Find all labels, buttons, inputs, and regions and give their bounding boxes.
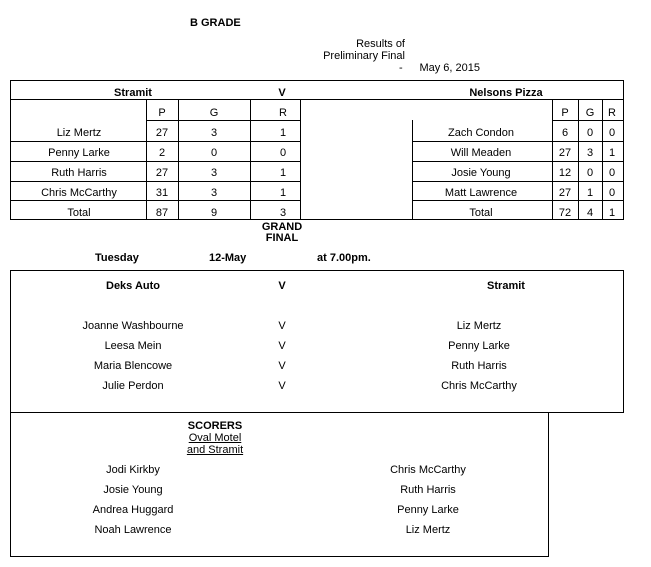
total-label: Total <box>469 207 493 219</box>
player-p: 6 <box>561 127 569 139</box>
player-r: 1 <box>608 147 616 159</box>
scorer-right: Chris McCarthy <box>390 464 466 476</box>
divider <box>10 161 300 162</box>
divider <box>552 99 553 220</box>
player-r: 1 <box>279 187 287 199</box>
total-g: 4 <box>586 207 594 219</box>
final-day: Tuesday <box>95 252 139 264</box>
player-g: 0 <box>586 127 594 139</box>
scorer-left: Josie Young <box>103 484 163 496</box>
right-col-header: G <box>585 107 595 119</box>
total-p: 87 <box>155 207 169 219</box>
results-date: May 6, 2015 <box>419 62 480 74</box>
player-g: 3 <box>210 167 218 179</box>
final-versus-label: V <box>278 280 286 292</box>
matchup-right-player: Ruth Harris <box>451 360 507 372</box>
player-p: 12 <box>558 167 572 179</box>
total-r: 3 <box>279 207 287 219</box>
results-line-1: Results of <box>356 38 405 50</box>
player-r: 1 <box>279 167 287 179</box>
matchup-right-player: Liz Mertz <box>456 320 502 332</box>
final-time: at 7.00pm. <box>317 252 371 264</box>
divider <box>412 141 624 142</box>
matchup-versus: V <box>278 340 286 352</box>
player-r: 0 <box>279 147 287 159</box>
versus-label: V <box>278 87 286 99</box>
divider <box>412 161 624 162</box>
divider <box>250 99 251 220</box>
divider <box>412 120 413 220</box>
scorers-box <box>10 412 549 557</box>
right-col-header: P <box>561 107 569 119</box>
matchup-right-player: Penny Larke <box>448 340 510 352</box>
results-line-2: Preliminary Final <box>323 50 405 62</box>
matchup-right-player: Chris McCarthy <box>441 380 517 392</box>
player-name: Will Meaden <box>450 147 512 159</box>
left-col-header: R <box>279 107 287 119</box>
right-col-header: R <box>608 107 616 119</box>
player-name: Penny Larke <box>48 147 110 159</box>
player-g: 0 <box>210 147 218 159</box>
divider <box>146 99 147 220</box>
divider <box>10 141 300 142</box>
left-col-header: G <box>209 107 219 119</box>
total-p: 72 <box>558 207 572 219</box>
total-r: 1 <box>608 207 616 219</box>
player-r: 1 <box>279 127 287 139</box>
matchup-left-player: Leesa Mein <box>104 340 162 352</box>
total-g: 9 <box>210 207 218 219</box>
player-name: Matt Lawrence <box>444 187 518 199</box>
results-dash: - <box>399 62 403 74</box>
matchup-versus: V <box>278 320 286 332</box>
divider <box>412 200 624 201</box>
left-col-header: P <box>158 107 166 119</box>
player-g: 3 <box>586 147 594 159</box>
player-g: 3 <box>210 127 218 139</box>
player-r: 0 <box>608 187 616 199</box>
matchup-left-player: Julie Perdon <box>102 380 164 392</box>
scorer-right: Ruth Harris <box>400 484 456 496</box>
player-r: 0 <box>608 127 616 139</box>
final-left-team: Deks Auto <box>106 280 160 292</box>
player-p: 27 <box>155 167 169 179</box>
divider <box>578 99 579 220</box>
player-p: 27 <box>558 187 572 199</box>
scorers-subtitle-line-1: Oval Motel <box>188 432 242 444</box>
player-p: 27 <box>155 127 169 139</box>
total-label: Total <box>67 207 91 219</box>
divider <box>602 99 603 220</box>
scorers-title: SCORERS <box>187 420 243 432</box>
divider <box>552 120 624 121</box>
player-name: Josie Young <box>451 167 511 179</box>
final-right-team: Stramit <box>487 280 525 292</box>
divider <box>10 181 300 182</box>
matchup-versus: V <box>278 360 286 372</box>
player-r: 0 <box>608 167 616 179</box>
player-g: 3 <box>210 187 218 199</box>
player-p: 2 <box>158 147 166 159</box>
matchup-versus: V <box>278 380 286 392</box>
scorer-left: Jodi Kirkby <box>106 464 160 476</box>
matchup-left-player: Joanne Washbourne <box>82 320 184 332</box>
scorer-left: Noah Lawrence <box>94 524 172 536</box>
player-name: Zach Condon <box>447 127 515 139</box>
player-name: Chris McCarthy <box>41 187 117 199</box>
player-g: 1 <box>586 187 594 199</box>
divider <box>178 99 179 220</box>
right-team-name: Nelsons Pizza <box>469 87 543 99</box>
divider <box>10 200 300 201</box>
divider <box>412 181 624 182</box>
player-g: 0 <box>586 167 594 179</box>
divider <box>300 99 301 220</box>
matchup-left-player: Maria Blencowe <box>93 360 173 372</box>
grand-final-title-line-1: GRAND <box>261 221 303 233</box>
divider <box>146 120 300 121</box>
grand-final-title-line-2: FINAL <box>265 232 299 244</box>
scorer-right: Penny Larke <box>397 504 459 516</box>
player-name: Liz Mertz <box>56 127 102 139</box>
scorer-left: Andrea Huggard <box>92 504 174 516</box>
player-name: Ruth Harris <box>51 167 107 179</box>
scorer-right: Liz Mertz <box>405 524 451 536</box>
left-team-name: Stramit <box>114 87 152 99</box>
scorers-subtitle-line-2: and Stramit <box>186 444 244 456</box>
player-p: 31 <box>155 187 169 199</box>
player-p: 27 <box>558 147 572 159</box>
grade-title: B GRADE <box>190 17 241 29</box>
final-date: 12-May <box>209 252 247 264</box>
